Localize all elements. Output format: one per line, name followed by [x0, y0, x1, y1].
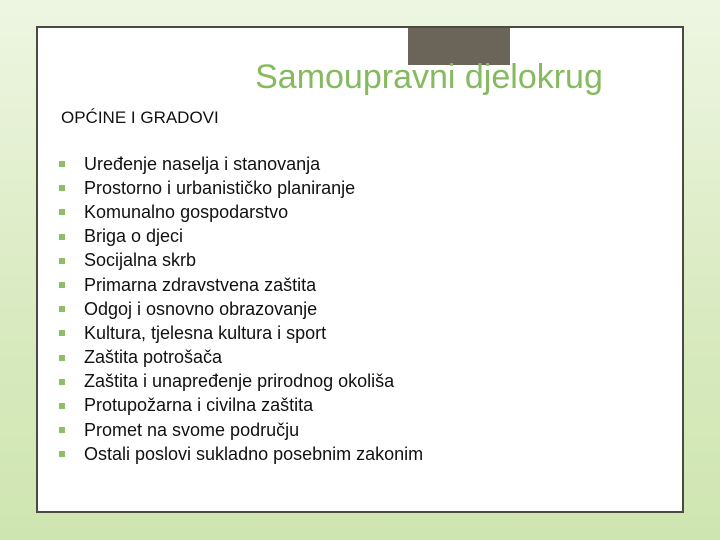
- list-item: [57, 370, 423, 394]
- list-item-text: Zaštita potrošača: [84, 347, 223, 368]
- square-bullet-icon: [59, 185, 65, 191]
- square-bullet-icon: [59, 234, 65, 240]
- list-item: [57, 346, 423, 370]
- square-bullet-icon: [59, 209, 65, 215]
- list-item: [57, 152, 423, 176]
- square-bullet-icon: [59, 258, 65, 264]
- square-bullet-icon: [59, 330, 65, 336]
- square-bullet-icon: [59, 161, 65, 167]
- list-item: [57, 394, 423, 418]
- list-item-text: Ostali poslovi sukladno posebnim zakonim: [84, 443, 424, 464]
- square-bullet-icon: [59, 379, 65, 385]
- square-bullet-icon: [59, 451, 65, 457]
- slide-subtitle: OPĆINE I GRADOVI: [61, 108, 219, 127]
- list-item-text: Socijalna skrb: [84, 250, 197, 271]
- slide-title: Samoupravni djelokrug: [255, 58, 603, 96]
- list-item-text: Zaštita i unapređenje prirodnog okoliša: [84, 371, 395, 392]
- list-item-text: Primarna zdravstvena zaštita: [84, 274, 317, 295]
- list-item-text: Prostorno i urbanističko planiranje: [84, 177, 356, 198]
- list-item-text: Uređenje naselja i stanovanja: [84, 153, 321, 174]
- square-bullet-icon: [59, 427, 65, 433]
- square-bullet-icon: [59, 306, 65, 312]
- list-item: [57, 225, 423, 249]
- list-item-text: Promet na svome području: [84, 419, 300, 440]
- list-item: [57, 297, 423, 321]
- list-item: [57, 249, 423, 273]
- list-item: [57, 442, 423, 466]
- list-item-text: Odgoj i osnovno obrazovanje: [84, 298, 318, 319]
- list-item: [57, 321, 423, 345]
- list-item-text: Briga o djeci: [84, 226, 184, 247]
- square-bullet-icon: [59, 403, 65, 409]
- bullet-list: [57, 152, 423, 466]
- list-item-text: Komunalno gospodarstvo: [84, 201, 289, 222]
- list-item-text: Kultura, tjelesna kultura i sport: [84, 322, 327, 343]
- square-bullet-icon: [59, 282, 65, 288]
- square-bullet-icon: [59, 355, 65, 361]
- list-item: [57, 273, 423, 297]
- list-item: [57, 200, 423, 224]
- list-item-text: Protupožarna i civilna zaštita: [84, 395, 314, 416]
- list-item: [57, 176, 423, 200]
- list-item: [57, 418, 423, 442]
